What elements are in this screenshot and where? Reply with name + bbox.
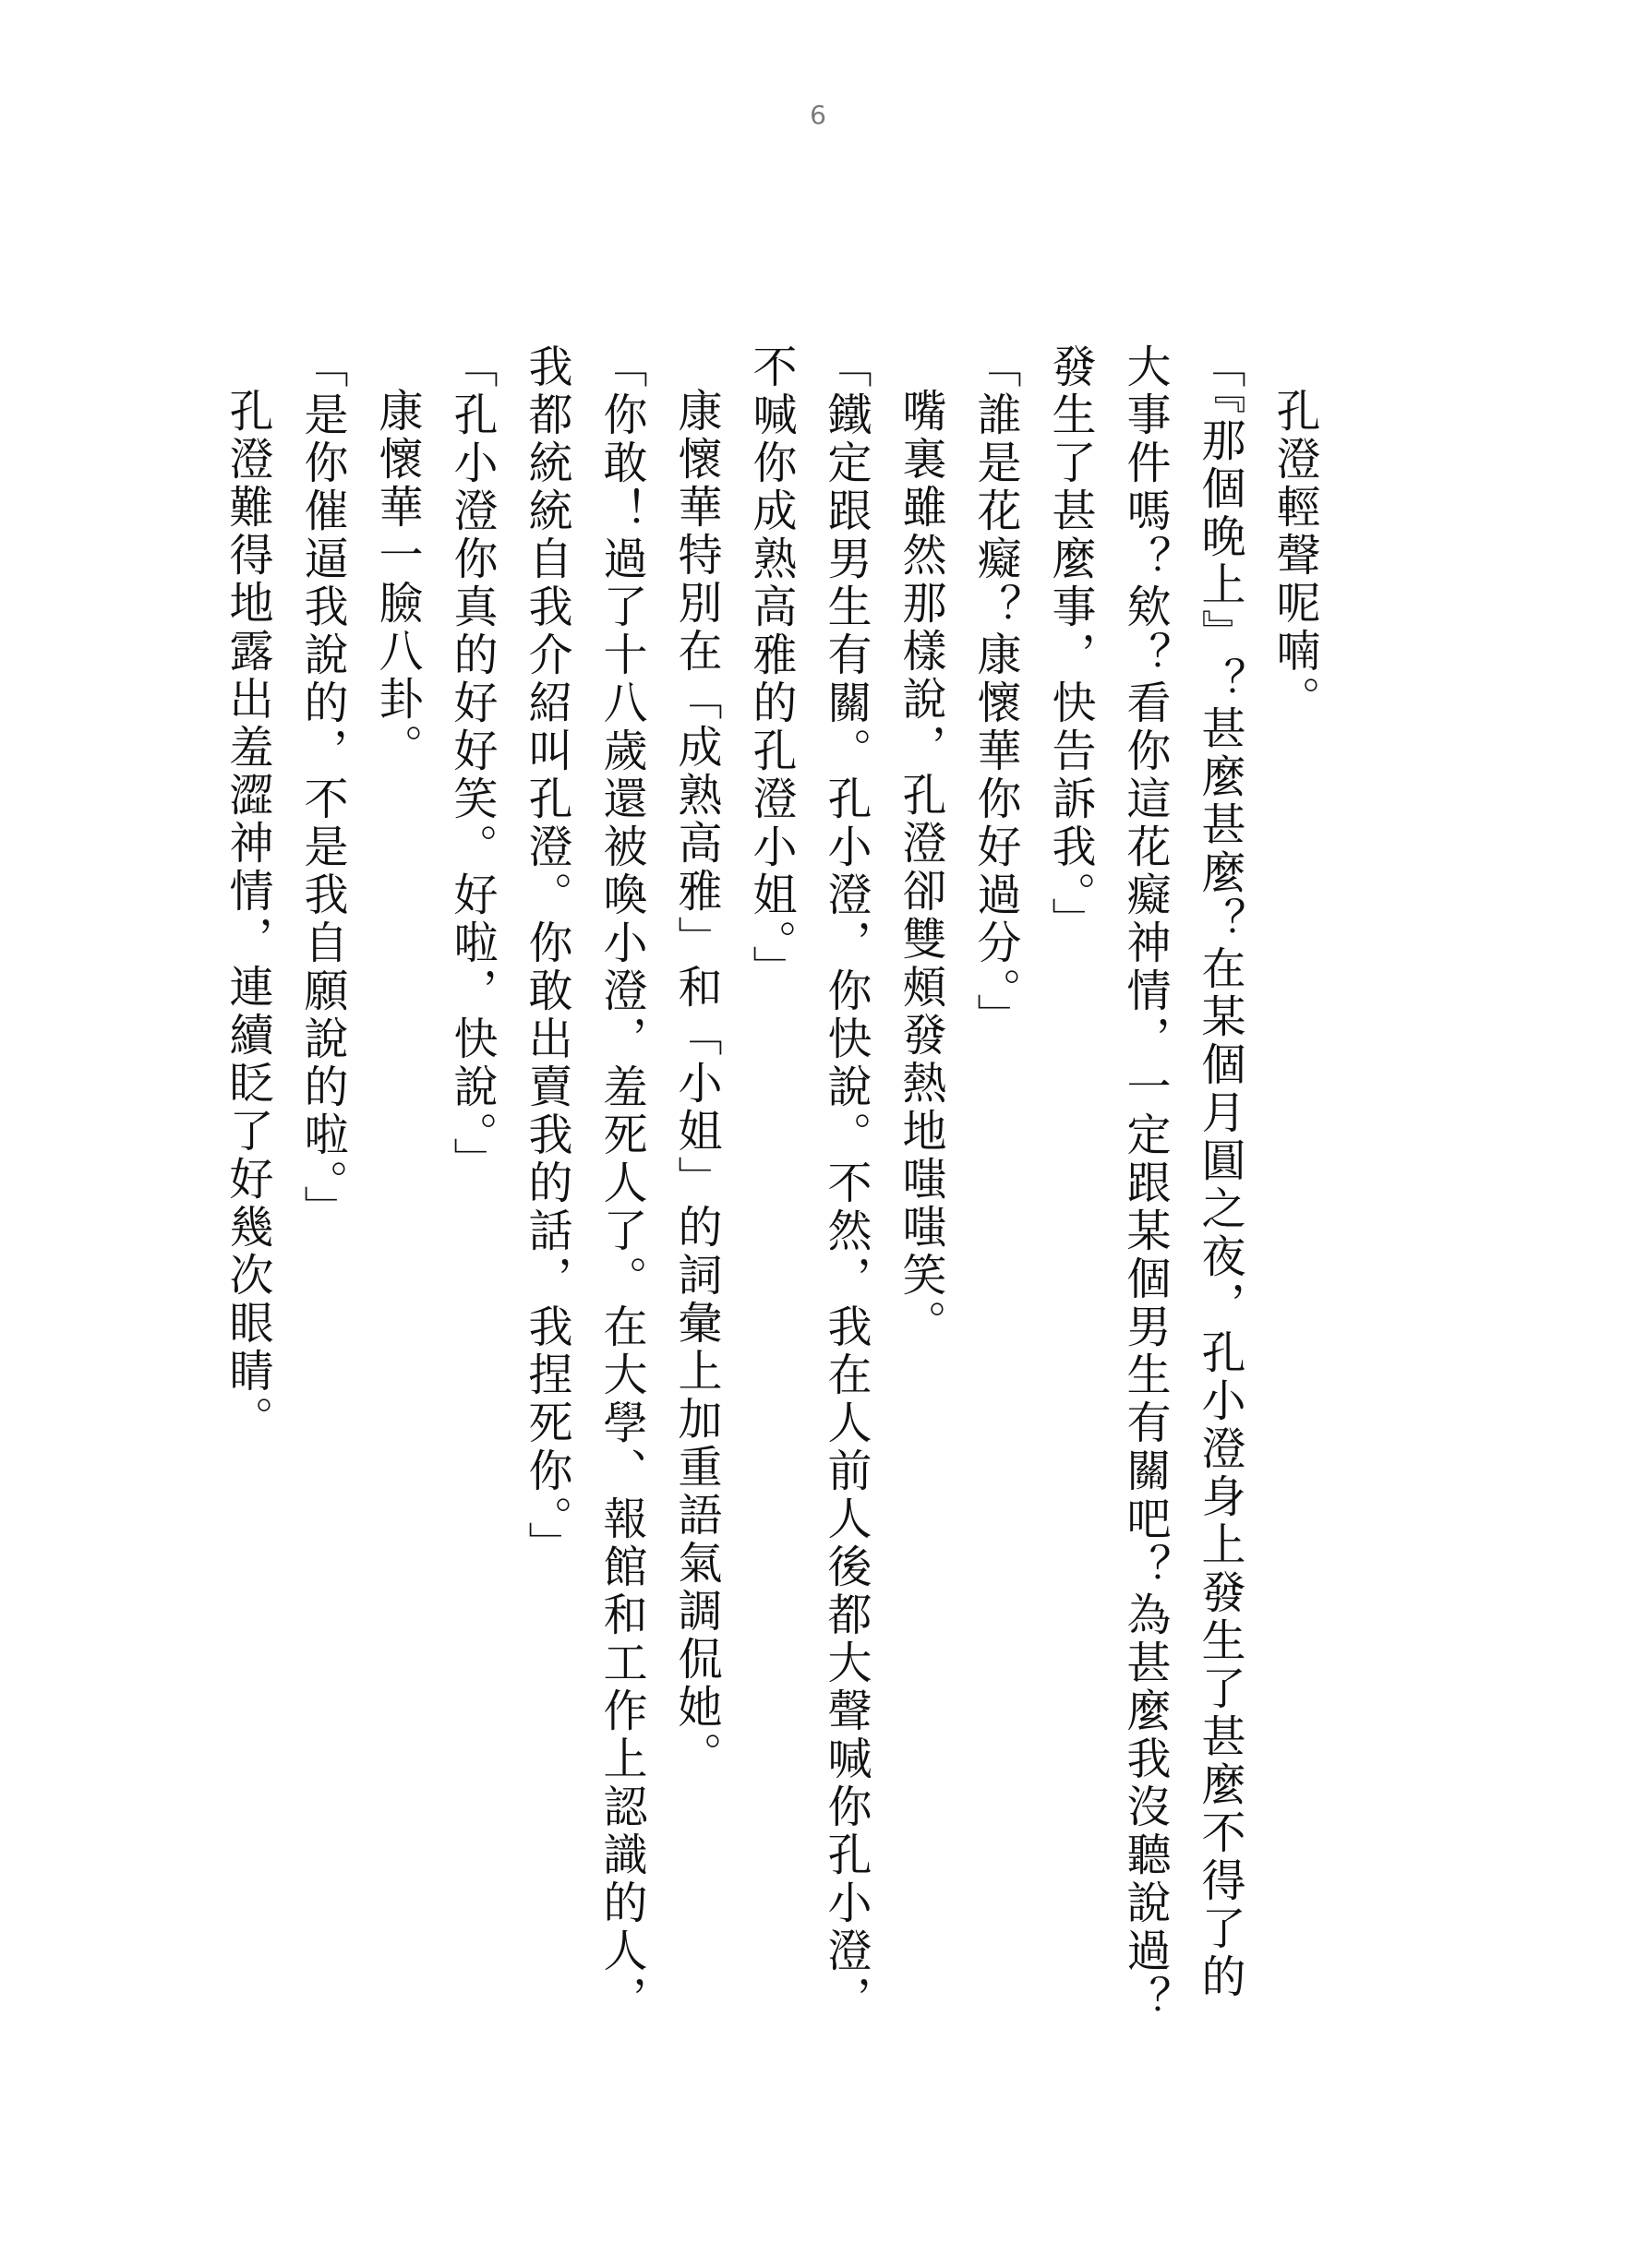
page-number: 6: [810, 100, 826, 130]
paragraph-7: 「你敢！過了十八歲還被喚小澄，羞死人了。在大學、報館和工作上認識的人，我都統統自我介紹叫孔澄。你敢出賣我的話，我捏死你。」: [521, 343, 647, 2023]
paragraph-11: 孔澄難得地露出羞澀神情，連續眨了好幾次眼睛。: [222, 388, 273, 1444]
paragraph-6: 康懷華特別在「成熟高雅」和「小姐」的詞彙上加重語氣調侃她。: [670, 388, 722, 1780]
paragraph-2: 「『那個晚上』？甚麼甚麼？在某個月圓之夜，孔小澄身上發生了甚麼不得了的大事件嗎？欸？看你這花癡神情，一定跟某個男生有關吧？為甚麼我沒聽說過？發生了甚麼事，快告訴我。」: [1044, 343, 1245, 2023]
paragraph-5: 「鐵定跟男生有關。孔小澄，你快說。不然，我在人前人後都大聲喊你孔小澄，不喊你成熟高雅的孔澄小姐。」: [745, 343, 872, 2023]
paragraph-3: 「誰是花癡？康懷華你好過分。」: [969, 343, 1021, 1041]
paragraph-8: 「孔小澄你真的好好笑。好啦，快說。」: [446, 343, 498, 1185]
paragraph-1: 孔澄輕聲呢喃。: [1269, 388, 1320, 724]
paragraph-9: 康懷華一臉八卦。: [371, 388, 423, 772]
paragraph-4: 嘴裏雖然那樣說，孔澄卻雙頰發熱地嗤嗤笑。: [895, 388, 946, 1348]
vertical-text-body: [222, 343, 1331, 2033]
paragraph-10: 「是你催逼我說的，不是我自願說的啦。」: [296, 343, 348, 1233]
